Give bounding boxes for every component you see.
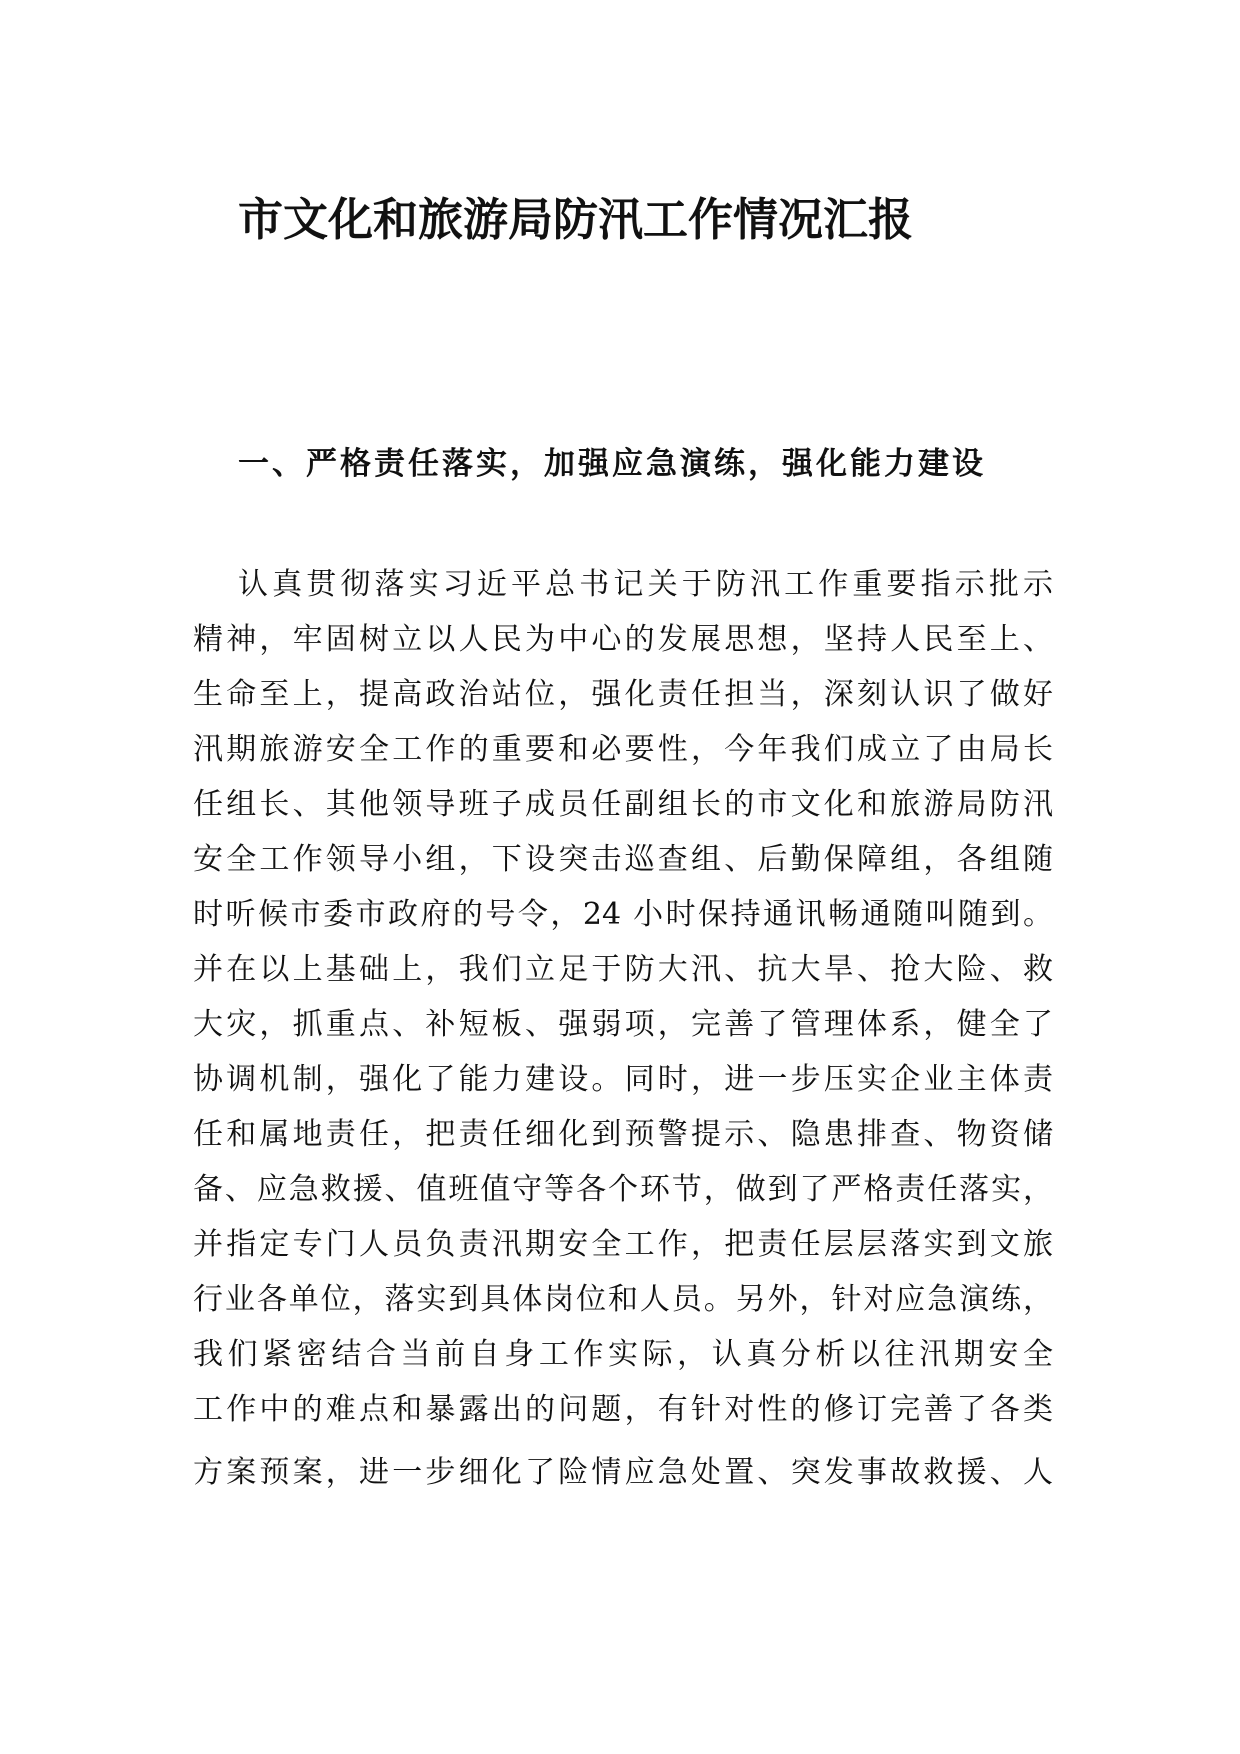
paragraph-line: 大灾，抓重点、补短板、强弱项，完善了管理体系，健全了 bbox=[193, 1007, 1053, 1042]
paragraph-line: 精神，牢固树立以人民为中心的发展思想，坚持人民至上、 bbox=[193, 622, 1053, 657]
paragraph-line: 生命至上，提高政治站位，强化责任担当，深刻认识了做好 bbox=[193, 677, 1053, 712]
paragraph-line: 备、应急救援、值班值守等各个环节，做到了严格责任落实， bbox=[193, 1172, 1053, 1207]
paragraph-line: 认真贯彻落实习近平总书记关于防汛工作重要指示批示 bbox=[238, 567, 1053, 602]
body-paragraph bbox=[193, 557, 1053, 1500]
paragraph-line: 汛期旅游安全工作的重要和必要性，今年我们成立了由局长 bbox=[193, 732, 1053, 767]
paragraph-line: 任和属地责任，把责任细化到预警提示、隐患排查、物资储 bbox=[193, 1117, 1053, 1152]
paragraph-line: 安全工作领导小组，下设突击巡查组、后勤保障组，各组随 bbox=[193, 842, 1053, 877]
paragraph-line: 方案预案，进一步细化了险情应急处置、突发事故救援、人 bbox=[193, 1455, 1053, 1490]
document-title: 市文化和旅游局防汛工作情况汇报 bbox=[238, 193, 914, 246]
paragraph-line: 行业各单位，落实到具体岗位和人员。另外，针对应急演练， bbox=[193, 1282, 1053, 1317]
section-heading: 一、严格责任落实，加强应急演练，强化能力建设 bbox=[238, 446, 986, 482]
paragraph-line: 并在以上基础上，我们立足于防大汛、抗大旱、抢大险、救 bbox=[193, 952, 1053, 987]
paragraph-line: 并指定专门人员负责汛期安全工作，把责任层层落实到文旅 bbox=[193, 1227, 1053, 1262]
paragraph-line: 我们紧密结合当前自身工作实际，认真分析以往汛期安全 bbox=[193, 1337, 1053, 1372]
paragraph-line: 协调机制，强化了能力建设。同时，进一步压实企业主体责 bbox=[193, 1062, 1053, 1097]
paragraph-line: 任组长、其他领导班子成员任副组长的市文化和旅游局防汛 bbox=[193, 787, 1053, 822]
paragraph-line: 时听候市委市政府的号令，24 小时保持通讯畅通随叫随到。 bbox=[193, 897, 1053, 932]
paragraph-line: 工作中的难点和暴露出的问题，有针对性的修订完善了各类 bbox=[193, 1392, 1053, 1427]
